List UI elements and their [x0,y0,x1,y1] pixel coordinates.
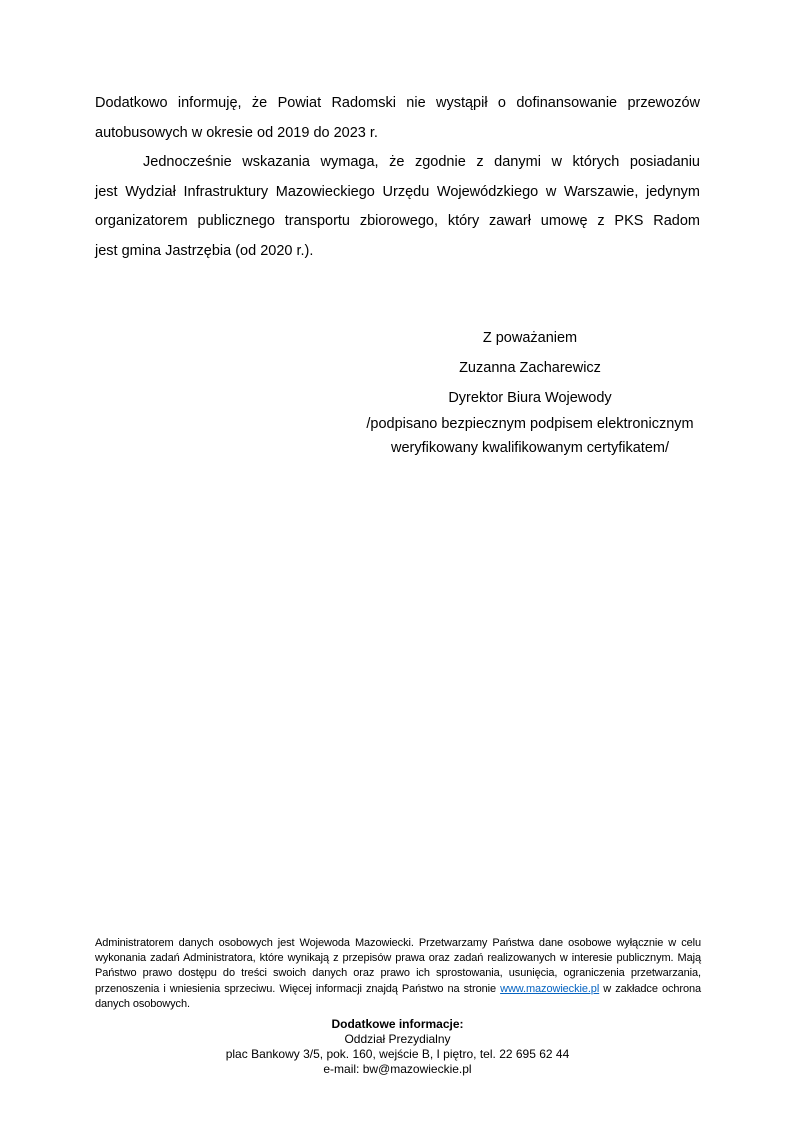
additional-info-heading: Dodatkowe informacje: [331,1017,464,1031]
body-text-line: autobusowych w okresie od 2019 do 2023 r. [95,124,378,141]
letter-body [95,89,700,267]
signature-certification-line-1: /podpisano bezpiecznym podpisem elektronicznym [366,416,694,432]
gdpr-link-line [95,982,701,997]
department-line: Oddział Prezydialny [344,1032,451,1046]
signature-block [300,323,760,460]
body-paragraph-1 [95,89,700,148]
closing-line: Z poważaniem [482,330,578,346]
gdpr-link-line-after: w zakładce ochrona [599,982,701,995]
contact-block [95,1017,700,1077]
signatory-title: Dyrektor Biura Wojewody [448,390,612,406]
signature-certification-line-2: weryfikowany kwalifikowanym certyfikatem/ [391,439,669,456]
body-text-line: jest gmina Jastrzębia (od 2020 r.). [95,242,314,259]
signatory-name: Zuzanna Zacharewicz [459,360,601,376]
gdpr-link-line-before: przenoszenia i wniesienia sprzeciwu. Więcej informacji znajdą Państwo na stronie [95,982,501,995]
body-text-line: Jednocześnie wskazania wymaga, że zgodnie z danymi w których posiadaniu [143,154,700,171]
body-paragraph-2 [95,148,700,266]
body-text-line: jest Wydział Infrastruktury Mazowieckiego Urzędu Wojewódzkiego w Warszawie, jedynym [95,183,700,200]
body-text-line: organizatorem publicznego transportu zbiorowego, który zawarł umowę z PKS Radom [95,213,700,230]
mazowieckie-link[interactable]: www.mazowieckie.pl [500,982,600,995]
gdpr-notice [95,936,701,1012]
address-line: plac Bankowy 3/5, pok. 160, wejście B, I piętro, tel. 22 695 62 44 [225,1047,570,1061]
body-text-line: Dodatkowo informuję, że Powiat Radomski nie wystąpił o dofinansowanie przewozów [95,95,700,111]
gdpr-text-line: Administratorem danych osobowych jest Wojewoda Mazowiecki. Przetwarzamy Państwa dane osobowe wyłącznie w celu [95,937,701,949]
gdpr-last-line: danych osobowych. [95,997,190,1010]
gdpr-text-line: Państwo prawo dostępu do treści swoich danych oraz prawo ich sprostowania, usunięcia, ograniczenia przetwarzania, [95,967,701,980]
gdpr-text-line: wykonania zadań Administratora, które wynikają z przepisów prawa oraz zadań realizowanych w interesie publicznym. Mają [95,952,701,965]
gdpr-lines [95,936,701,982]
email-line: e-mail: bw@mazowieckie.pl [323,1062,472,1076]
